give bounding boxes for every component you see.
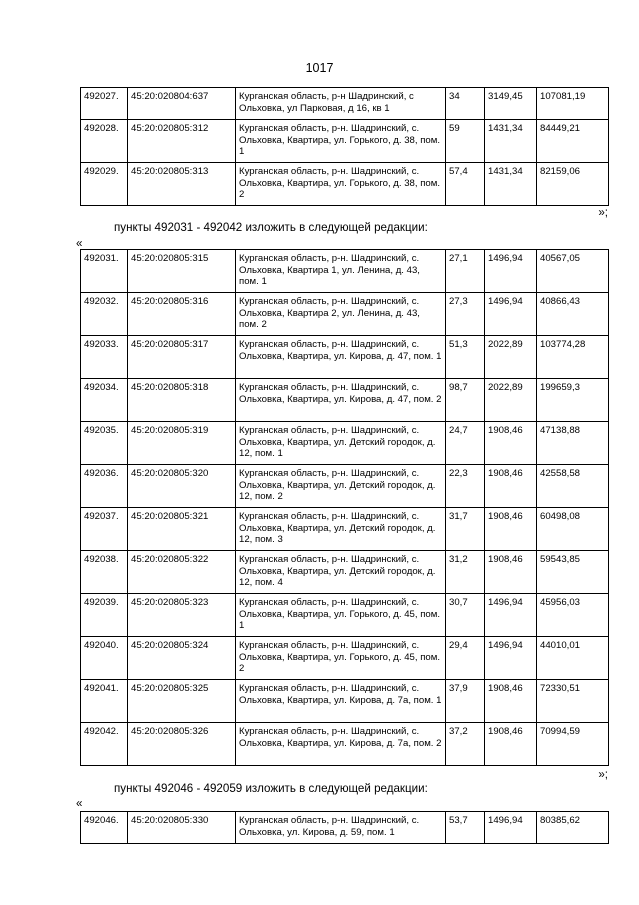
cadastral-number: 45:20:020805:323	[128, 594, 236, 637]
item-number: 492046.	[81, 812, 128, 844]
table-row	[81, 508, 609, 551]
item-number: 492040.	[81, 637, 128, 680]
cadastral-value: 60498,08	[537, 508, 609, 551]
address: Курганская область, р-н. Шадринский, с. Ольховка, Квартира, ул. Горького, д. 45, пом. 2	[236, 637, 446, 680]
item-number: 492035.	[81, 422, 128, 465]
registry-table-3	[80, 811, 609, 844]
address: Курганская область, р-н. Шадринский, с. Ольховка, Квартира, ул. Детский городок, д. 12, пом. 2	[236, 465, 446, 508]
unit-value: 1908,46	[485, 422, 537, 465]
area: 27,3	[446, 293, 485, 336]
cadastral-value: 44010,01	[537, 637, 609, 680]
table-row	[81, 637, 609, 680]
area: 31,7	[446, 508, 485, 551]
cadastral-value: 80385,62	[537, 812, 609, 844]
unit-value: 1908,46	[485, 508, 537, 551]
item-number: 492031.	[81, 250, 128, 293]
item-number: 492028.	[81, 120, 128, 163]
cadastral-value: 199659,3	[537, 379, 609, 422]
address: Курганская область, р-н. Шадринский, с. Ольховка, Квартира, ул. Горького, д. 45, пом. 1	[236, 594, 446, 637]
unit-value: 1908,46	[485, 551, 537, 594]
address: Курганская область, р-н. Шадринский, с. Ольховка, Квартира, ул. Кирова, д. 47, пом. 2	[236, 379, 446, 422]
cadastral-number: 45:20:020805:316	[128, 293, 236, 336]
area: 31,2	[446, 551, 485, 594]
cadastral-number: 45:20:020805:322	[128, 551, 236, 594]
area: 37,9	[446, 680, 485, 723]
item-number: 492041.	[81, 680, 128, 723]
address: Курганская область, р-н. Шадринский, с. Ольховка, Квартира, ул. Детский городок, д. 12, пом. 4	[236, 551, 446, 594]
table-row	[81, 379, 609, 422]
address: Курганская область, р-н. Шадринский, с. Ольховка, Квартира, ул. Детский городок, д. 12, пом. 3	[236, 508, 446, 551]
cadastral-value: 59543,85	[537, 551, 609, 594]
area: 29,4	[446, 637, 485, 680]
area: 57,4	[446, 163, 485, 206]
closing-quote: »;	[598, 206, 608, 219]
cadastral-number: 45:20:020805:320	[128, 465, 236, 508]
cadastral-number: 45:20:020805:325	[128, 680, 236, 723]
cadastral-number: 45:20:020805:318	[128, 379, 236, 422]
unit-value: 1908,46	[485, 723, 537, 766]
address: Курганская область, р-н. Шадринский, с. Ольховка, Квартира, ул. Кирова, д. 7а, пом. 2	[236, 723, 446, 766]
cadastral-value: 70994,59	[537, 723, 609, 766]
address: Курганская область, р-н. Шадринский, с. Ольховка, Квартира, ул. Горького, д. 38, пом. 1	[236, 120, 446, 163]
address: Курганская область, р-н. Шадринский, с. Ольховка, Квартира 2, ул. Ленина, д. 43, пом. 2	[236, 293, 446, 336]
cadastral-value: 84449,21	[537, 120, 609, 163]
table-row	[81, 293, 609, 336]
address: Курганская область, р-н. Шадринский, с. Ольховка, Квартира, ул. Детский городок, д. 12, пом. 1	[236, 422, 446, 465]
item-number: 492032.	[81, 293, 128, 336]
table-row	[81, 88, 609, 120]
unit-value: 1431,34	[485, 163, 537, 206]
item-number: 492034.	[81, 379, 128, 422]
item-number: 492036.	[81, 465, 128, 508]
cadastral-number: 45:20:020805:315	[128, 250, 236, 293]
area: 37,2	[446, 723, 485, 766]
registry-table-1	[80, 87, 609, 206]
address: Курганская область, р-н. Шадринский, с. Ольховка, Квартира 1, ул. Ленина, д. 43, пом. 1	[236, 250, 446, 293]
table-row	[81, 551, 609, 594]
table-row	[81, 120, 609, 163]
unit-value: 1496,94	[485, 637, 537, 680]
item-number: 492038.	[81, 551, 128, 594]
area: 30,7	[446, 594, 485, 637]
address: Курганская область, р-н. Шадринский, с. Ольховка, Квартира, ул. Кирова, д. 7а, пом. 1	[236, 680, 446, 723]
area: 51,3	[446, 336, 485, 379]
area: 53,7	[446, 812, 485, 844]
table-row	[81, 465, 609, 508]
cadastral-value: 47138,88	[537, 422, 609, 465]
opening-quote: «	[76, 237, 83, 250]
unit-value: 1496,94	[485, 812, 537, 844]
cadastral-value: 40567,05	[537, 250, 609, 293]
item-number: 492027.	[81, 88, 128, 120]
unit-value: 2022,89	[485, 336, 537, 379]
cadastral-number: 45:20:020805:313	[128, 163, 236, 206]
area: 24,7	[446, 422, 485, 465]
table-row	[81, 723, 609, 766]
table-row	[81, 594, 609, 637]
area: 27,1	[446, 250, 485, 293]
unit-value: 1496,94	[485, 594, 537, 637]
unit-value: 3149,45	[485, 88, 537, 120]
unit-value: 2022,89	[485, 379, 537, 422]
cadastral-value: 82159,06	[537, 163, 609, 206]
table-row	[81, 163, 609, 206]
closing-quote: »;	[598, 768, 608, 781]
cadastral-value: 72330,51	[537, 680, 609, 723]
cadastral-value: 45956,03	[537, 594, 609, 637]
table-row	[81, 336, 609, 379]
table-row	[81, 812, 609, 844]
item-number: 492037.	[81, 508, 128, 551]
address: Курганская область, р-н. Шадринский, с. Ольховка, Квартира, ул. Горького, д. 38, пом. 2	[236, 163, 446, 206]
area: 34	[446, 88, 485, 120]
unit-value: 1496,94	[485, 293, 537, 336]
registry-table-2	[80, 249, 609, 766]
cadastral-value: 107081,19	[537, 88, 609, 120]
cadastral-number: 45:20:020805:324	[128, 637, 236, 680]
cadastral-number: 45:20:020804:637	[128, 88, 236, 120]
address: Курганская область, р-н. Шадринский, с. Ольховка, ул. Кирова, д. 59, пом. 1	[236, 812, 446, 844]
unit-value: 1908,46	[485, 465, 537, 508]
cadastral-number: 45:20:020805:312	[128, 120, 236, 163]
page-number: 1017	[305, 61, 334, 75]
cadastral-value: 42558,58	[537, 465, 609, 508]
address: Курганская область, р-н. Шадринский, с. Ольховка, Квартира, ул. Кирова, д. 47, пом. 1	[236, 336, 446, 379]
area: 59	[446, 120, 485, 163]
cadastral-number: 45:20:020805:326	[128, 723, 236, 766]
table-row	[81, 680, 609, 723]
unit-value: 1431,34	[485, 120, 537, 163]
cadastral-number: 45:20:020805:317	[128, 336, 236, 379]
cadastral-value: 40866,43	[537, 293, 609, 336]
item-number: 492033.	[81, 336, 128, 379]
area: 22,3	[446, 465, 485, 508]
item-number: 492029.	[81, 163, 128, 206]
opening-quote: «	[76, 797, 83, 810]
cadastral-number: 45:20:020805:330	[128, 812, 236, 844]
area: 98,7	[446, 379, 485, 422]
cadastral-value: 103774,28	[537, 336, 609, 379]
cadastral-number: 45:20:020805:321	[128, 508, 236, 551]
table-row	[81, 422, 609, 465]
address: Курганская область, р-н Шадринский, с Ольховка, ул Парковая, д 16, кв 1	[236, 88, 446, 120]
item-number: 492039.	[81, 594, 128, 637]
item-number: 492042.	[81, 723, 128, 766]
unit-value: 1496,94	[485, 250, 537, 293]
amendment-instruction: пункты 492046 - 492059 изложить в следующей редакции:	[114, 782, 428, 795]
amendment-instruction: пункты 492031 - 492042 изложить в следующей редакции:	[114, 221, 428, 234]
unit-value: 1908,46	[485, 680, 537, 723]
table-row	[81, 250, 609, 293]
cadastral-number: 45:20:020805:319	[128, 422, 236, 465]
